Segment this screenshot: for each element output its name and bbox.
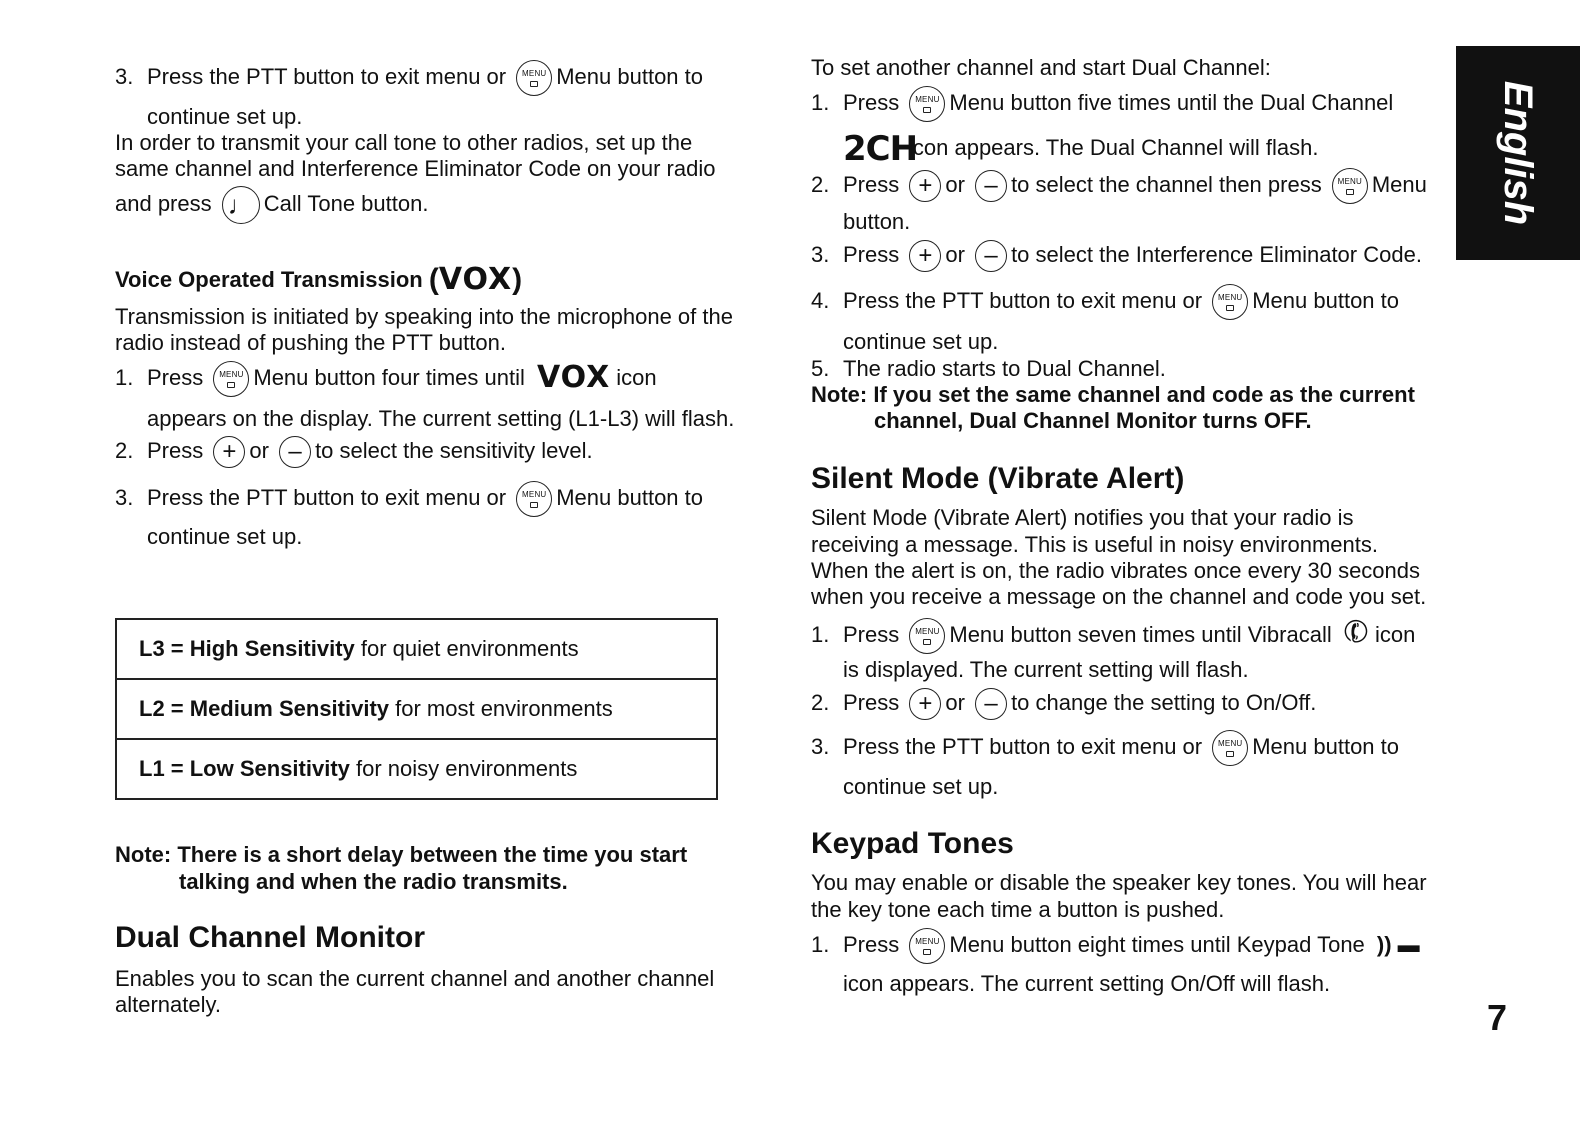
table-row: L1 = Low Sensitivity for noisy environments xyxy=(116,739,717,799)
vox-icon: VOX xyxy=(536,360,611,395)
silent-step-2: 2. Press + or – to change the setting to On/Off. xyxy=(811,688,1316,720)
sensitivity-table xyxy=(115,618,718,800)
keypad-paragraph-line: You may enable or disable the speaker key tones. You will hear xyxy=(811,870,1427,895)
vox-step-3: 3. Press the PTT button to exit menu or MENU Menu button to xyxy=(115,481,703,517)
dual-step-2-continued: button. xyxy=(843,209,911,234)
silent-step-1-continued: is displayed. The current setting will flash. xyxy=(843,657,1249,682)
language-tab-label: English xyxy=(1496,80,1540,226)
language-tab xyxy=(1456,46,1580,260)
dual-note: Note: If you set the same channel and code as the current xyxy=(811,382,1415,407)
vox-step-1-continued: appears on the display. The current setting (L1-L3) will flash. xyxy=(147,406,735,431)
dual-step-3: 3. Press + or – to select the Interference Eliminator Code. xyxy=(811,240,1422,272)
step-text: Menu button to xyxy=(556,63,704,89)
step-text: Press the PTT button to exit menu or xyxy=(147,63,507,89)
dual-paragraph-line: Enables you to scan the current channel and another channel xyxy=(115,966,715,991)
table-row: L3 = High Sensitivity for quiet environments xyxy=(116,619,717,679)
menu-button-icon: MENU xyxy=(909,618,945,654)
keypad-step-1-continued: icon appears. The current setting On/Off will flash. xyxy=(843,971,1331,996)
dual-paragraph-line: alternately. xyxy=(115,992,221,1017)
dual-channel-heading: Dual Channel Monitor xyxy=(115,921,425,954)
silent-paragraph-line: receiving a message. This is useful in noisy environments. xyxy=(811,532,1378,557)
step-3-exit-menu xyxy=(115,60,703,96)
menu-button-icon: MENU xyxy=(1332,168,1368,204)
silent-paragraph-line: Silent Mode (Vibrate Alert) notifies you that your radio is xyxy=(811,505,1354,530)
keypad-step-1: 1. Press MENU Menu button eight times until Keypad Tone )) ▬ xyxy=(811,928,1420,964)
vox-word: VOX xyxy=(438,262,513,297)
plus-icon: + xyxy=(909,240,941,272)
keypad-tones-heading: Keypad Tones xyxy=(811,827,1014,860)
dual-step-5: 5. The radio starts to Dual Channel. xyxy=(811,356,1166,381)
silent-step-3: 3. Press the PTT button to exit menu or MENU Menu button to xyxy=(811,730,1399,766)
call-tone-paragraph-line: In order to transmit your call tone to other radios, set up the xyxy=(115,130,693,155)
vox-note: Note: There is a short delay between the time you start xyxy=(115,842,688,867)
page-number: 7 xyxy=(1487,997,1508,1038)
step-text-continued: continue set up. xyxy=(147,104,303,129)
plus-icon: + xyxy=(909,688,941,720)
minus-icon: – xyxy=(279,436,311,468)
vox-paragraph-line: Transmission is initiated by speaking into the microphone of the xyxy=(115,304,733,329)
plus-icon: + xyxy=(909,170,941,202)
dual-note-continued: channel, Dual Channel Monitor turns OFF. xyxy=(874,408,1312,433)
dual-channel-2ch-icon: 2CH xyxy=(843,129,918,169)
menu-button-icon: MENU xyxy=(1212,730,1248,766)
menu-button-icon: MENU xyxy=(909,86,945,122)
call-tone-icon: ♩ xyxy=(222,186,260,224)
silent-paragraph-line: When the alert is on, the radio vibrates once every 30 seconds xyxy=(811,558,1421,583)
step-number: 3. xyxy=(115,63,134,89)
vox-step-1: 1. Press MENU Menu button four times until VOX icon xyxy=(115,360,657,397)
vox-paragraph-line: radio instead of pushing the PTT button. xyxy=(115,330,506,355)
dual-step-4-continued: continue set up. xyxy=(843,329,999,354)
call-tone-paragraph-line: same channel and Interference Eliminator Code on your radio xyxy=(115,156,716,181)
vox-step-3-continued: continue set up. xyxy=(147,524,303,549)
menu-button-icon: MENU xyxy=(516,481,552,517)
keypad-paragraph-line: the key tone each time a button is pushed. xyxy=(811,897,1225,922)
table-row: L2 = Medium Sensitivity for most environments xyxy=(116,679,717,739)
plus-icon: + xyxy=(213,436,245,468)
vibracall-icon: ✆ xyxy=(1338,612,1374,653)
silent-step-1: 1. Press MENU Menu button seven times until Vibracall ✆icon xyxy=(811,612,1416,653)
minus-icon: – xyxy=(975,688,1007,720)
dual-intro: To set another channel and start Dual Channel: xyxy=(811,55,1271,80)
vox-step-2: 2. Press + or – to select the sensitivity level. xyxy=(115,436,593,468)
silent-paragraph-line: when you receive a message on the channel and code you set. xyxy=(811,584,1427,609)
minus-icon: – xyxy=(975,240,1007,272)
keypad-tone-icon: )) ▬ xyxy=(1376,931,1420,957)
menu-button-icon: MENU xyxy=(1212,284,1248,320)
silent-step-3-continued: continue set up. xyxy=(843,774,999,799)
dual-step-1-continued: icon appears. The Dual Channel will flash. xyxy=(908,135,1319,160)
menu-button-icon: MENU xyxy=(213,361,249,397)
minus-icon: – xyxy=(975,170,1007,202)
call-tone-paragraph-line: and press ♩ Call Tone button. xyxy=(115,186,428,224)
dual-step-4: 4. Press the PTT button to exit menu or MENU Menu button to xyxy=(811,284,1399,320)
vox-note-continued: talking and when the radio transmits. xyxy=(179,869,568,894)
menu-button-icon: MENU xyxy=(516,60,552,96)
dual-step-1: 1. Press MENU Menu button five times until the Dual Channel xyxy=(811,86,1393,122)
silent-mode-heading: Silent Mode (Vibrate Alert) xyxy=(811,462,1185,495)
dual-step-2: 2. Press + or – to select the channel then press MENU Menu xyxy=(811,168,1427,204)
vox-heading: Voice Operated Transmission (VOX) xyxy=(115,262,523,297)
menu-button-icon: MENU xyxy=(909,928,945,964)
